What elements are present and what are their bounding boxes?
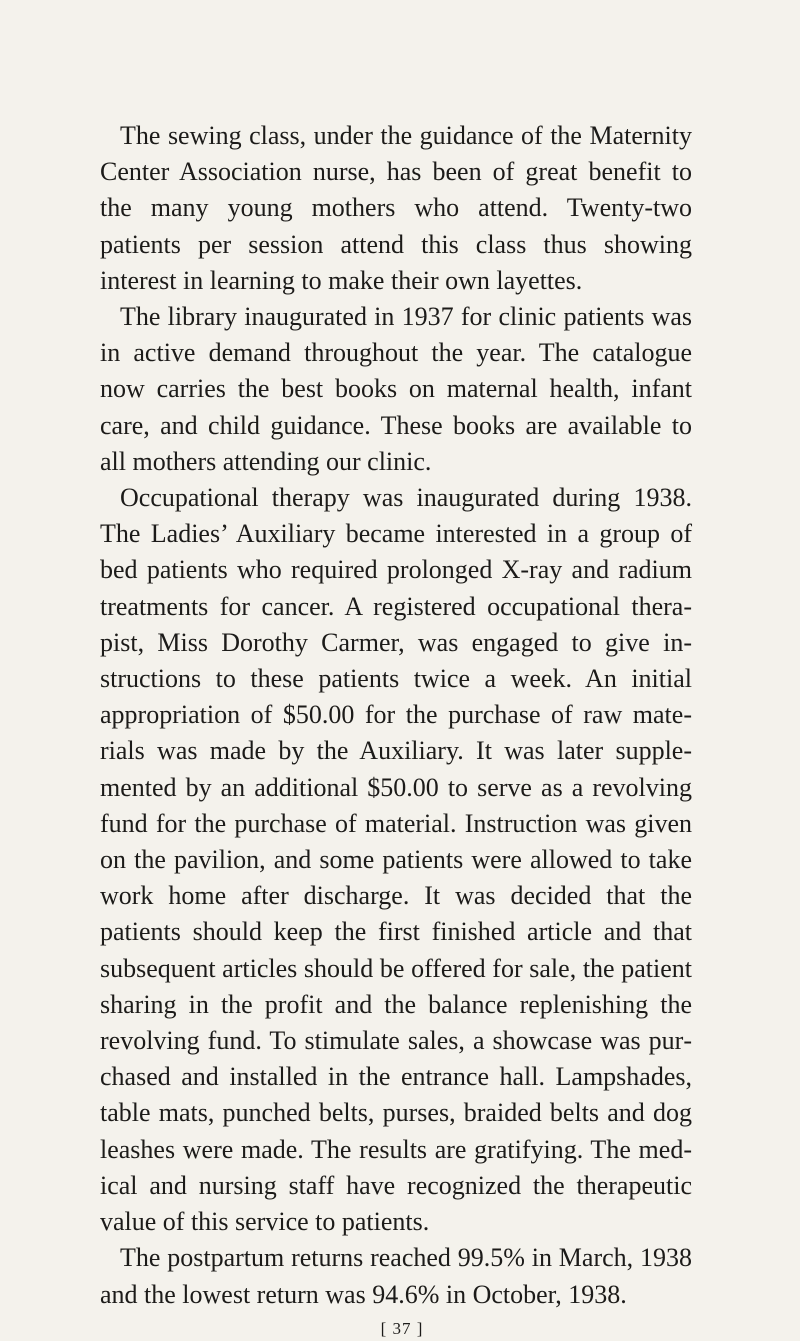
paragraph-sewing-class: The sewing class, under the guidance of the Maternity Center Association nurse, has been of great benefit to the many young mothers who attend. Twenty-two patients per session attend this class thus showing interest in learning to make their own layettes.	[100, 121, 692, 295]
paragraph-occupational-therapy: Occupational therapy was inaugurated during 1938. The Ladies’ Auxiliary became interested in a group of bed patients who required prolonged X-ray and radium treatments for cancer. A registered occupational therapist, Miss Dorothy Carmer, was engaged to give instructions to these patients twice a week. An initial appropriation of $50.00 for the purchase of raw materials was made by the Auxiliary. It was later supplemented by an additional $50.00 to serve as a revolving fund for the purchase of material. Instruction was given on the pavilion, and some patients were allowed to take work home after discharge. It was decided that the patients should keep the first finished article and that subsequent articles should be offered for sale, the patient sharing in the profit and the balance replenishing the revolving fund. To stimulate sales, a showcase was purchased and installed in the entrance hall. Lampshades, table mats, punched belts, purses, braided belts and dog leashes were made. The results are gratifying. The medical and nursing staff have recognized the therapeutic value of this service to patients.	[100, 483, 692, 1237]
paragraph-postpartum-returns: The postpartum returns reached 99.5% in March, 1938 and the lowest return was 94.6% in October, 1938.	[100, 1243, 692, 1309]
paragraph-library: The library inaugurated in 1937 for clinic patients was in active demand throughout the year. The catalogue now carries the best books on maternal health, infant care, and child guidance. These books are available to all mothers attending our clinic.	[100, 302, 692, 476]
page-number: [ 37 ]	[380, 1318, 424, 1338]
